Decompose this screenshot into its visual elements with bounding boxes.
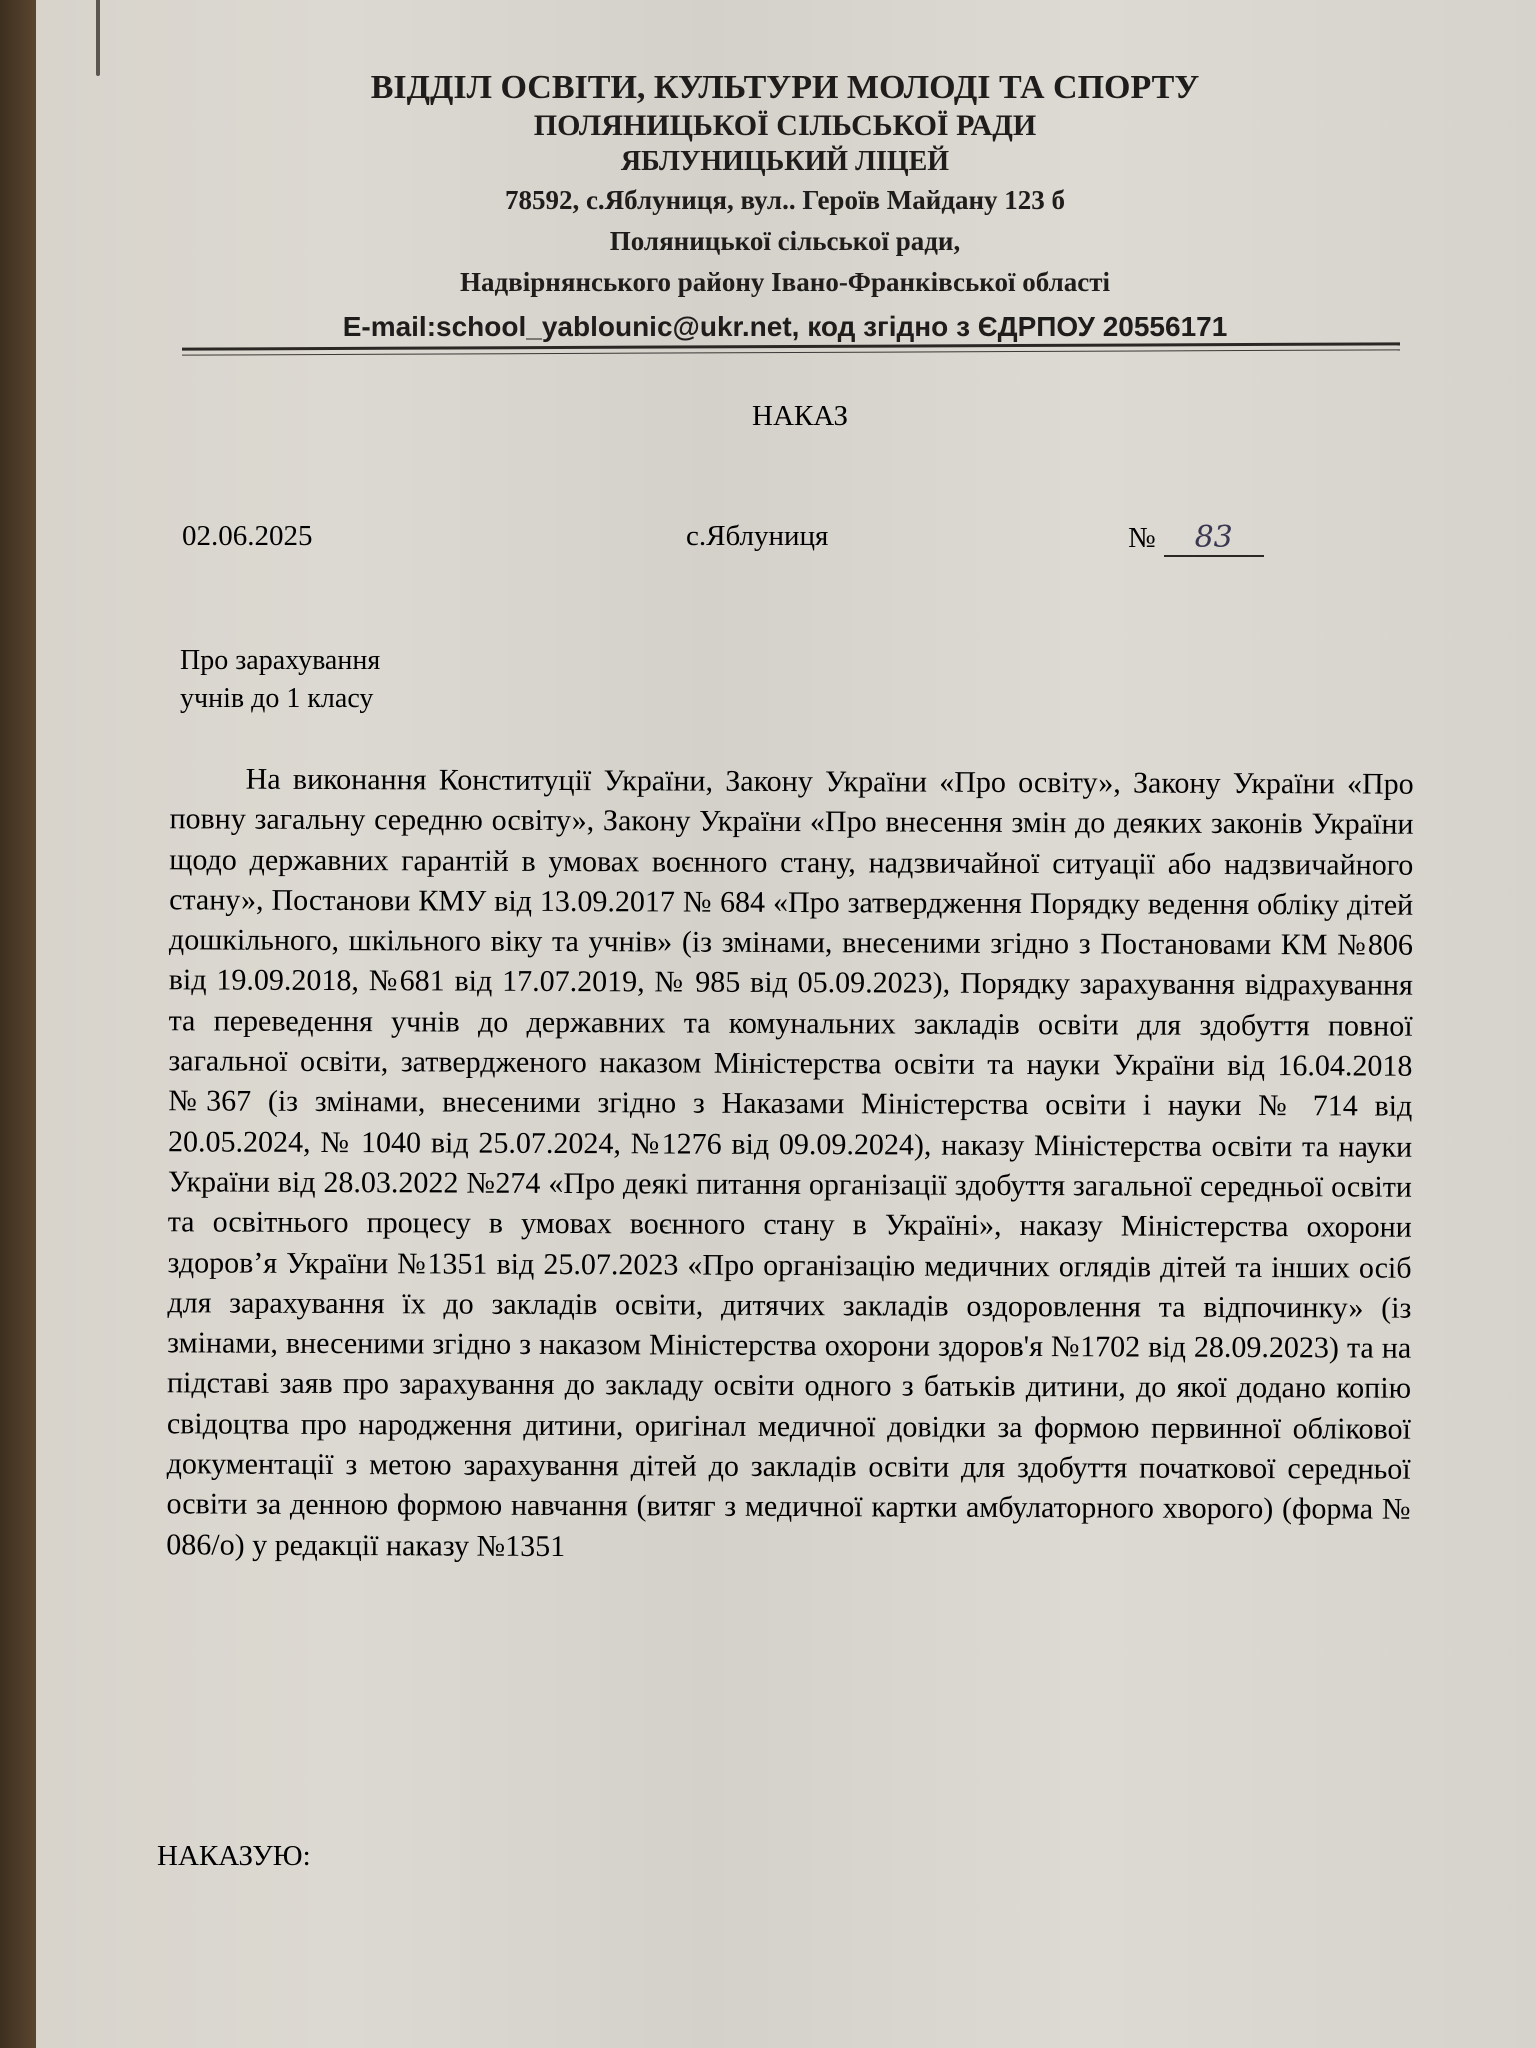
document-title: НАКАЗ [752,400,848,432]
staple [96,0,100,76]
number-label: № [1128,522,1156,554]
document-body: На виконання Конституції України, Закону України «Про освіту», Закону України «Про повну загальну середню освіту», Закону України «Про внесення змін до деяких законів України щодо державних гарантій в умовах воєнного стану, надзвичайної ситуації або надзвичайного стану», Постанови КМУ від 13.09.2017 № 684 «Про затвердження Порядку ведення обліку дітей дошкільного, шкільного віку та учнів» (із змінами, внесеними згідно з Постановами КМ №806 від 19.09.2018, №681 від 17.07.2019, № 985 від 05.09.2023), Порядку зарахування відрахування та переведення учнів до державних та комунальних закладів освіти для здобуття повної загальної освіти, затвердженого наказом Міністерства освіти та науки України від 16.04.2018 №367 (із змінами, внесеними згідно з Наказами Міністерства освіти і науки № 714 від 20.05.2024, № 1040 від 25.07.2024, №1276 від 09.09.2024), наказу Міністерства освіти та науки України від 28.03.2022 №274 «Про деякі питання організації здобуття загальної середньої освіти та освітнього процесу в умовах воєнного стану в Україні», наказу Міністерства охорони здоров’я України №1351 від 25.07.2023 «Про організацію медичних оглядів дітей та інших осіб для зарахування їх до закладів освіти, дитячих закладів оздоровлення та відпочинку» (із змінами, внесеними згідно з наказом Міністерства охорони здоров'я №1702 від 28.09.2023) та на підставі заяв про зарахування до закладу освіти одного з батьків дитини, до якої додано копію свідоцтва про народження дитини, оригінал медичної довідки за формою первинної облікової документації з метою зарахування дітей до закладів освіти для здобуття початкової середньої освіти за денною формою навчання (витяг з медичної картки амбулаторного хворого) (форма № 086/о) у редакції наказу №1351 [166,762,1414,1563]
letterhead [160,68,1410,347]
subject-line-2: учнів до 1 класу [180,683,374,714]
letterhead-council-name: Поляницької сільської ради, [609,226,961,256]
letterhead-address: 78592, с.Яблуниця, вул.. Героїв Майдану 123 б [504,185,1066,215]
handwritten-number: 83 [1164,520,1264,557]
letterhead-email-code: E-mail:school_yablounic@ukr.net, код згідно з ЄДРПОУ 20556171 [342,311,1228,342]
table-background [0,0,36,2048]
document-subject [180,642,380,718]
document-place: с.Яблуниця [686,520,829,552]
subject-line-1: Про зарахування [180,645,381,676]
letterhead-council: ПОЛЯНИЦЬКОЇ СІЛЬСЬКОЇ РАДИ [533,109,1037,142]
letterhead-department: ВІДДІЛ ОСВІТИ, КУЛЬТУРИ МОЛОДІ ТА СПОРТУ [370,69,1200,106]
document-number [1128,520,1264,557]
document-date: 02.06.2025 [182,520,313,552]
letterhead-school: ЯБЛУНИЦЬКИЙ ЛІЦЕЙ [620,146,950,177]
letterhead-region: Надвірнянського району Івано-Франківської області [460,267,1110,297]
orders-heading: НАКАЗУЮ: [157,1840,311,1872]
